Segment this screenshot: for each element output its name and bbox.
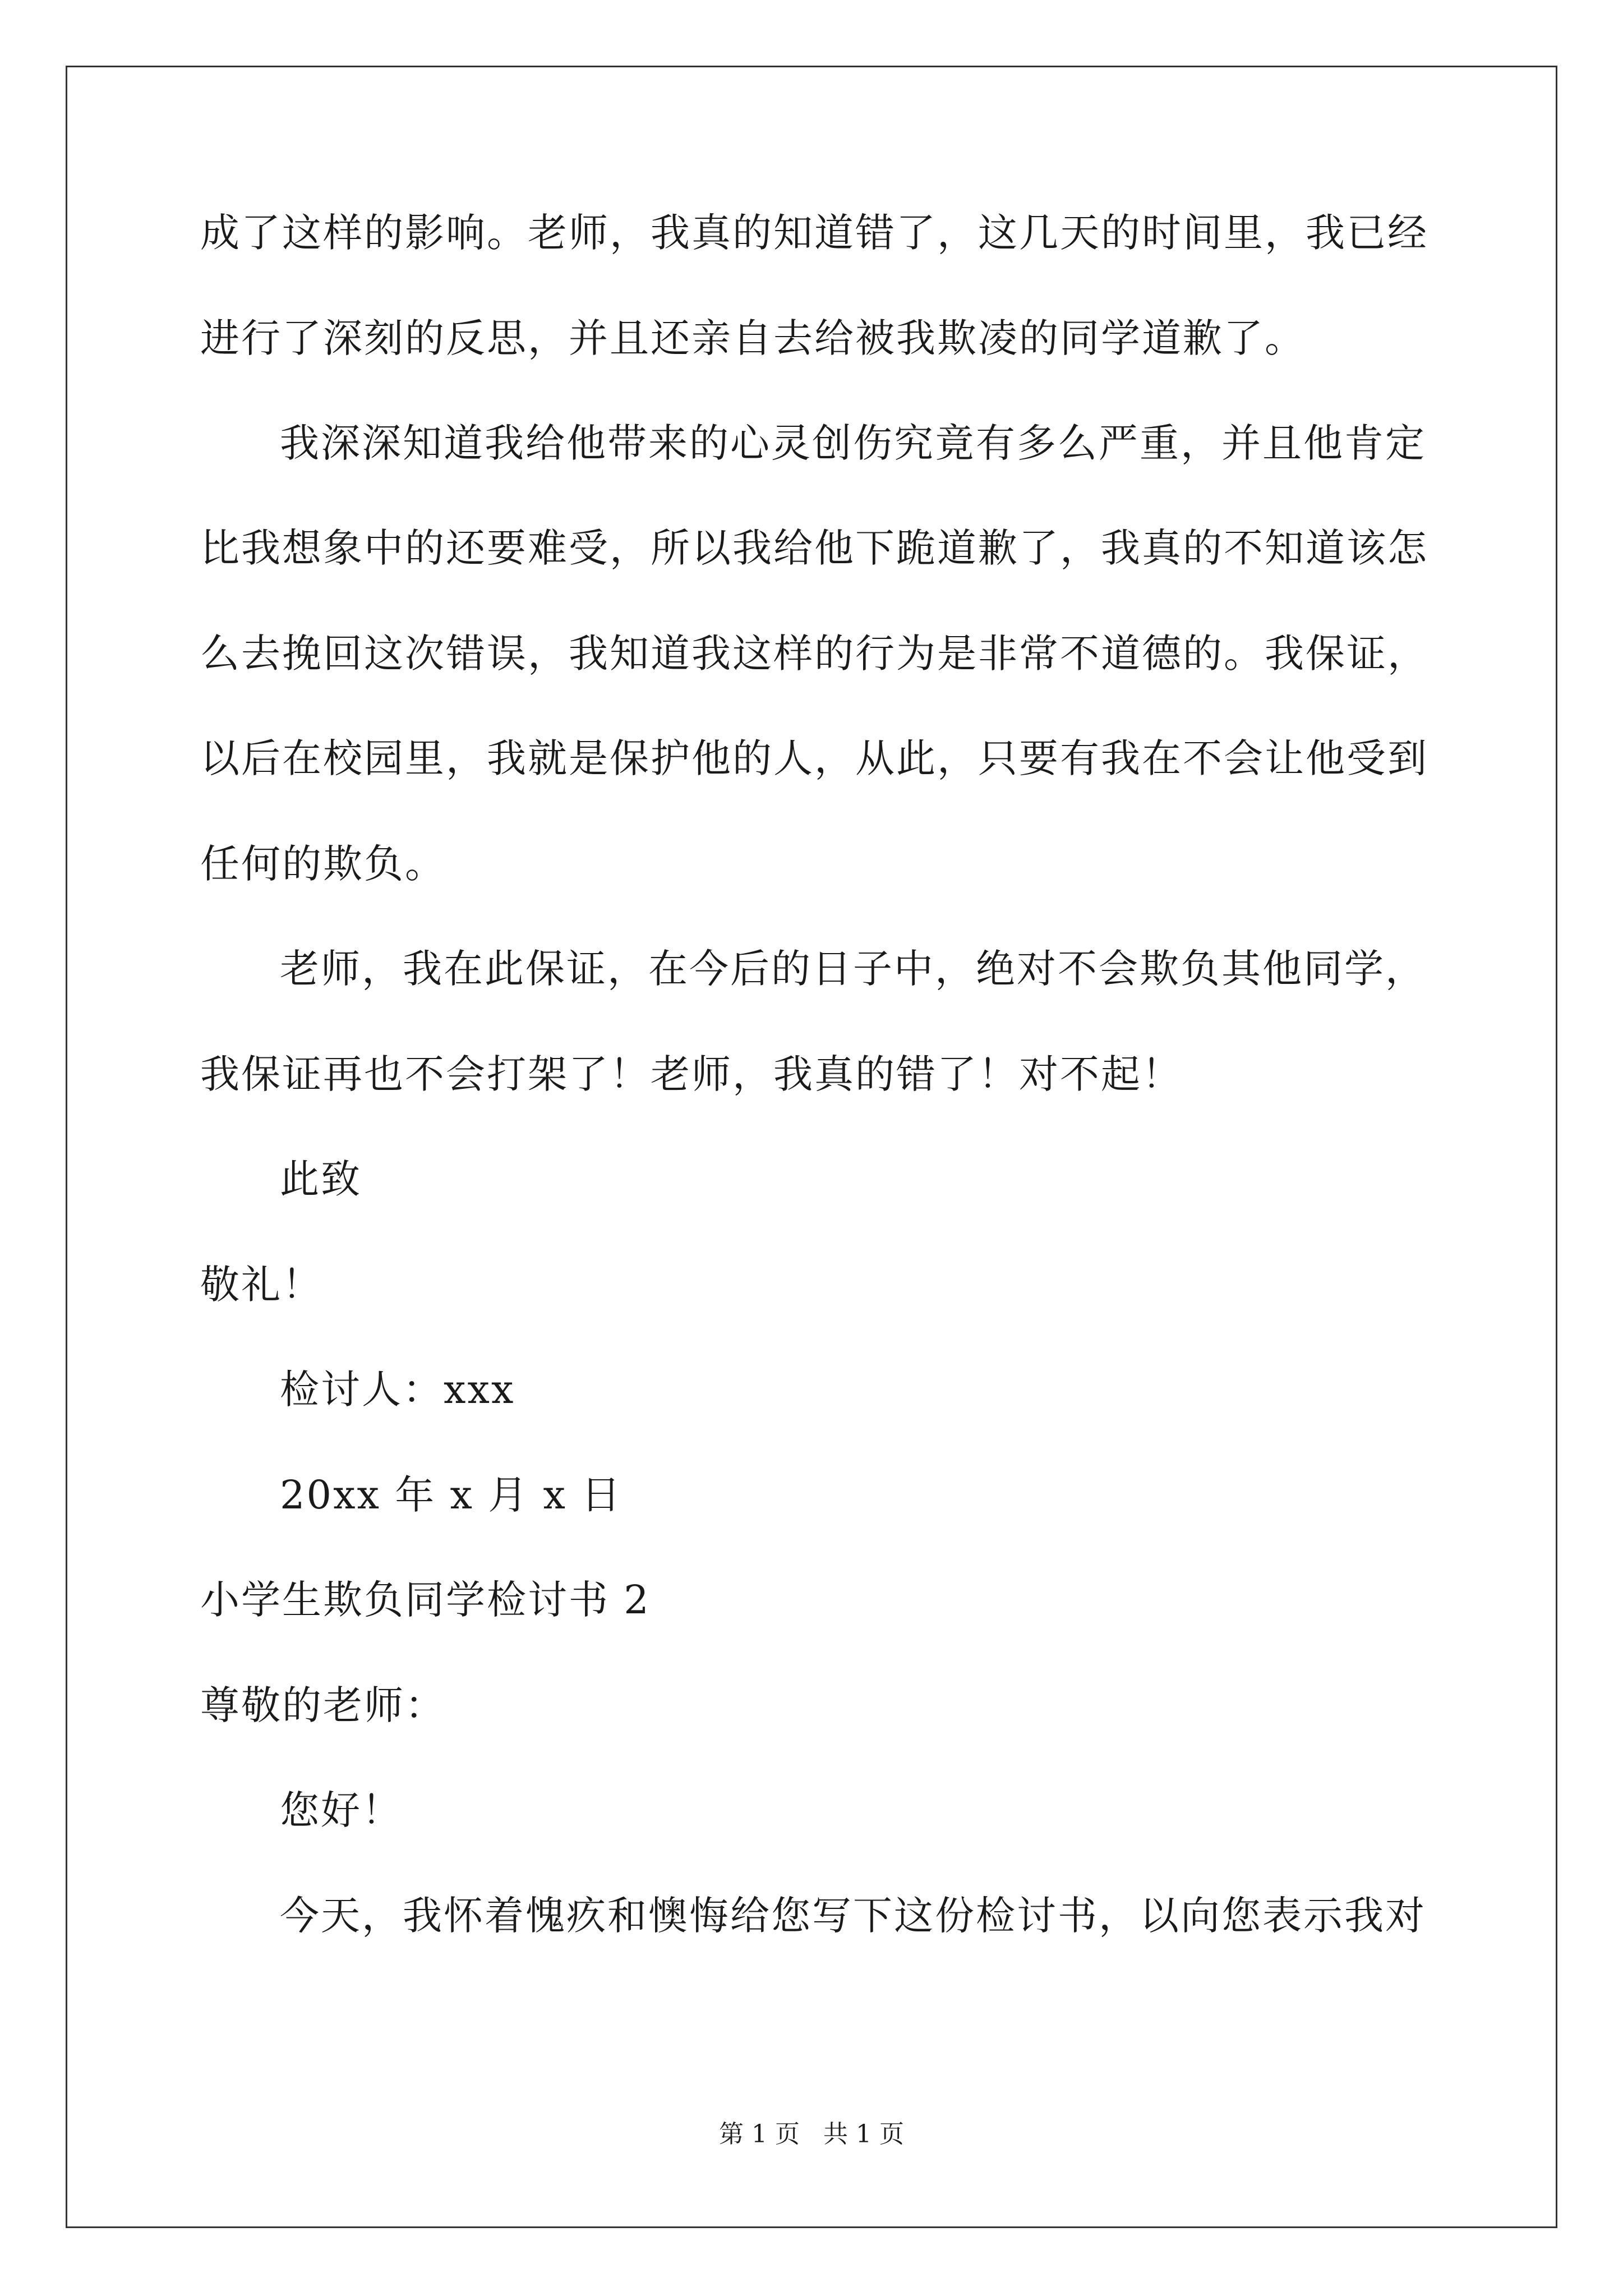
body-line: 么去挽回这次错误，我知道我这样的行为是非常不道德的。我保证，	[200, 631, 1428, 677]
letter-hello: 您好！	[280, 1787, 403, 1833]
page-footer: 第 1 页 共 1 页	[719, 2120, 904, 2148]
body-line: 今天，我怀着愧疚和懊悔给您写下这份检讨书，以向您表示我对	[280, 1893, 1426, 1939]
body-line: 老师，我在此保证，在今后的日子中，绝对不会欺负其他同学，	[280, 946, 1426, 992]
date-line: 20xx 年 x 月 x 日	[280, 1472, 623, 1518]
closing-salute: 敬礼！	[200, 1262, 323, 1308]
letter-greeting: 尊敬的老师：	[200, 1682, 446, 1728]
body-line: 以后在校园里，我就是保护他的人，从此，只要有我在不会让他受到	[200, 735, 1428, 781]
body-line: 任何的欺负。	[200, 841, 446, 887]
body-line: 我保证再也不会打架了！老师，我真的错了！对不起！	[200, 1051, 1183, 1097]
body-line: 进行了深刻的反思，并且还亲自去给被我欺凌的同学道歉了。	[200, 315, 1306, 361]
body-line: 比我想象中的还要难受，所以我给他下跪道歉了，我真的不知道该怎	[200, 525, 1428, 571]
body-line: 成了这样的影响。老师，我真的知道错了，这几天的时间里，我已经	[200, 210, 1428, 256]
closing-salutation: 此致	[280, 1156, 362, 1202]
body-line: 我深深知道我给他带来的心灵创伤究竟有多么严重，并且他肯定	[280, 420, 1426, 466]
signature-line: 检讨人：xxx	[280, 1366, 515, 1412]
section-heading: 小学生欺负同学检讨书 2	[200, 1577, 651, 1623]
